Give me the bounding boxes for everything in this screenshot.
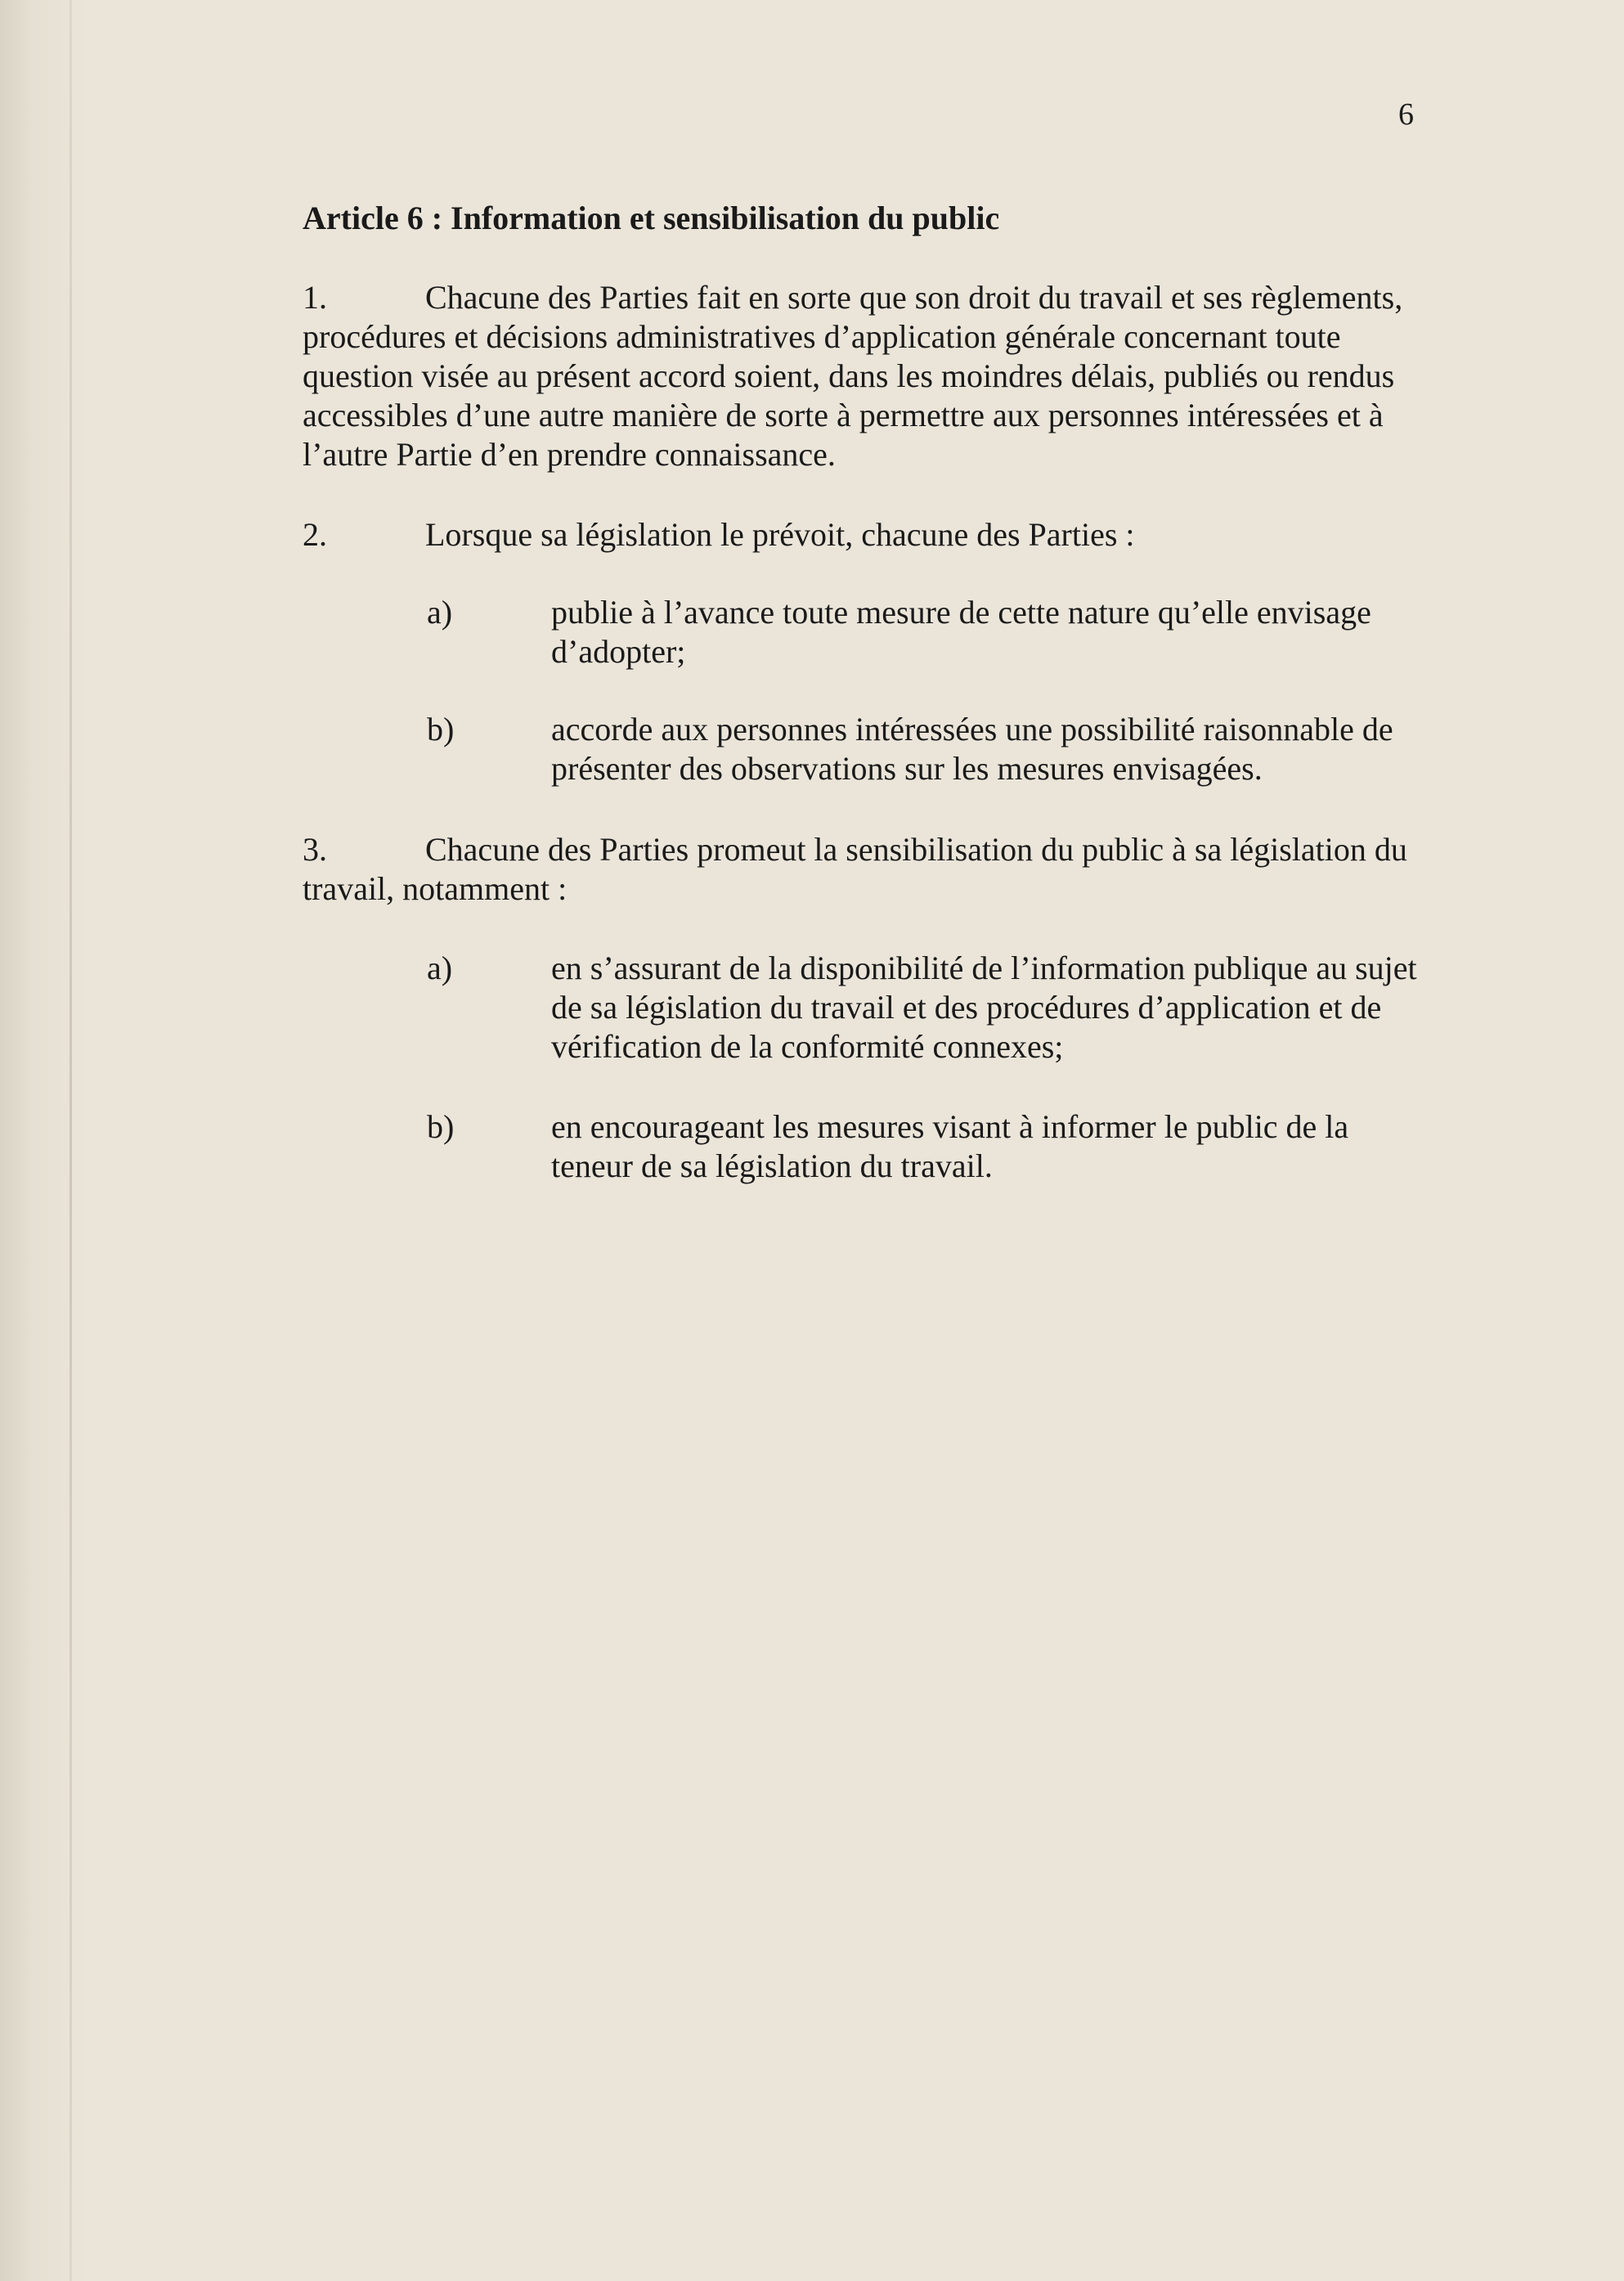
paragraph-number: 1. (303, 279, 327, 316)
item-text: publie à l’avance toute mesure de cette nature qu’elle envisage d’adopter; (551, 594, 1371, 670)
article-heading: Article 6 : Information et sensibilisation du public (303, 200, 1000, 236)
page-number: 6 (1398, 97, 1414, 132)
paragraph-number: 2. (303, 516, 327, 553)
item-label: a) (427, 594, 453, 631)
paragraph-3 (303, 830, 1423, 909)
binding-gutter (70, 0, 72, 2281)
item-label: b) (427, 711, 455, 748)
paragraph-2 (303, 515, 1423, 555)
item-label: a) (427, 950, 453, 986)
paragraph-number: 3. (303, 831, 327, 868)
item-label: b) (427, 1108, 455, 1145)
paragraph-text: Chacune des Parties promeut la sensibilisation du public à sa législation du travail, notamment : (303, 831, 1407, 907)
item-text: accorde aux personnes intéressées une possibilité raisonnable de présenter des observations sur les mesures envisagées. (551, 711, 1393, 787)
item-text: en encourageant les mesures visant à informer le public de la teneur de sa législation du travail. (551, 1108, 1349, 1184)
paragraph-text: Chacune des Parties fait en sorte que son droit du travail et ses règlements, procédures et décisions administratives d’application générale concernant toute question visée au présent accord soient, dans les moindres délais, publiés ou rendus accessibles d’une autre manière de sorte à permettre aux personnes intéressées et à l’autre Partie d’en prendre connaissance. (303, 279, 1403, 473)
item-text: en s’assurant de la disponibilité de l’information publique au sujet de sa législation du travail et des procédures d’application et de vérification de la conformité connexes; (551, 950, 1417, 1065)
paragraph-1 (303, 278, 1423, 474)
paragraph-text: Lorsque sa législation le prévoit, chacune des Parties : (425, 516, 1135, 553)
